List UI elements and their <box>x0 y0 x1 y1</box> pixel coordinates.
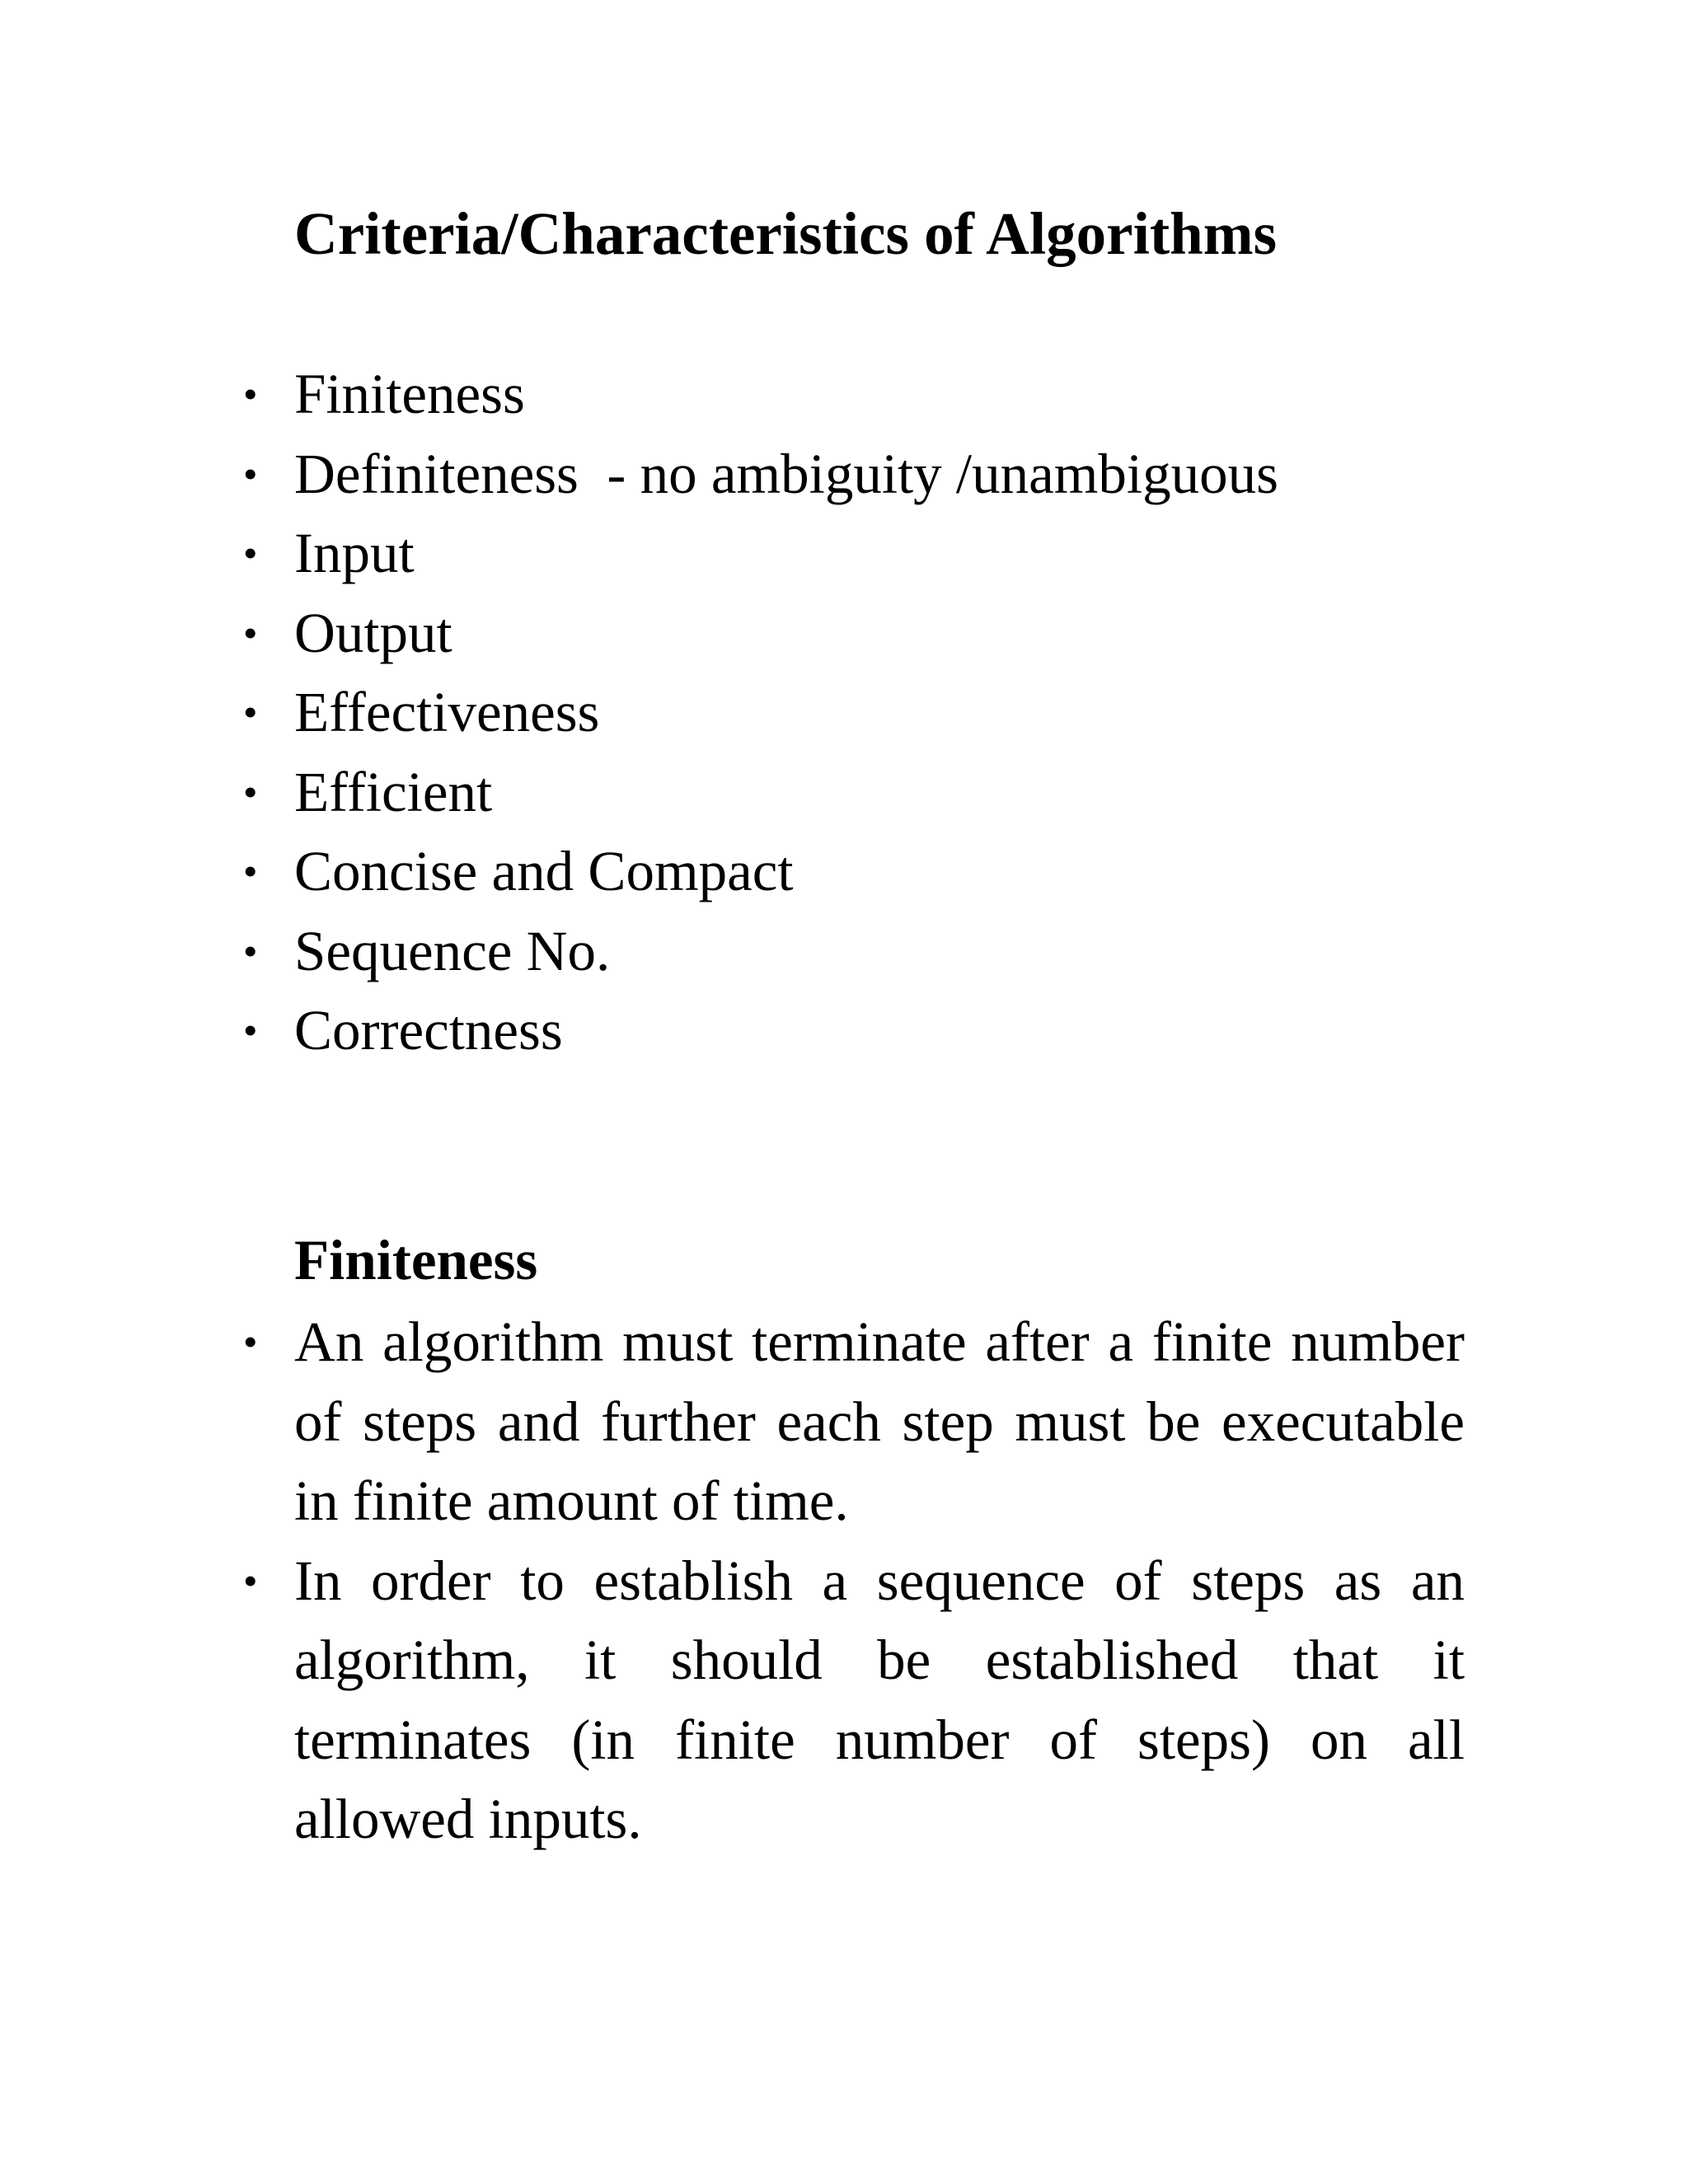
criteria-item-label: Correctness <box>294 999 563 1062</box>
bullet-icon: • <box>243 450 258 497</box>
criteria-item-label: Effectiveness <box>294 681 600 743</box>
criteria-list <box>243 354 1278 1071</box>
bullet-icon: • <box>243 848 258 894</box>
list-item <box>243 912 1278 991</box>
bullet-icon: • <box>243 1007 258 1053</box>
bullet-icon: • <box>243 371 258 417</box>
bullet-icon: • <box>243 1319 258 1365</box>
list-item <box>243 752 1278 832</box>
criteria-item-label: Sequence No. <box>294 919 611 982</box>
finiteness-point-text: An algorithm must terminate after a finite number of steps and further each step must be executable in finite amount of time. <box>294 1310 1465 1532</box>
criteria-item-label: Efficient <box>294 760 493 823</box>
finiteness-points <box>243 1302 1465 1859</box>
bullet-icon: • <box>243 768 258 815</box>
criteria-item-label: Concise and Compact <box>294 840 794 902</box>
finiteness-point-text: In order to establish a sequence of steps as an algorithm, it should be established that it terminates (in finite number of steps) on all allowed inputs. <box>294 1549 1465 1850</box>
criteria-item-label: Finiteness <box>294 363 525 425</box>
bullet-icon: • <box>243 689 258 735</box>
section-title-finiteness: Finiteness <box>294 1229 538 1291</box>
list-item <box>243 991 1278 1071</box>
bullet-icon: • <box>243 530 258 576</box>
list-item <box>243 513 1278 593</box>
list-item <box>243 1541 1465 1859</box>
list-item <box>243 354 1278 434</box>
bullet-icon: • <box>243 927 258 974</box>
list-item <box>243 673 1278 752</box>
criteria-item-label: Definiteness - no ambiguity /unambiguous <box>294 442 1278 505</box>
bullet-icon: • <box>243 609 258 656</box>
criteria-item-label: Output <box>294 601 452 664</box>
page-title: Criteria/Characteristics of Algorithms <box>294 200 1277 267</box>
list-item <box>243 593 1278 673</box>
bullet-icon: • <box>243 1557 258 1604</box>
list-item <box>243 434 1278 514</box>
list-item <box>243 1302 1465 1541</box>
criteria-item-label: Input <box>294 522 415 584</box>
list-item <box>243 832 1278 912</box>
